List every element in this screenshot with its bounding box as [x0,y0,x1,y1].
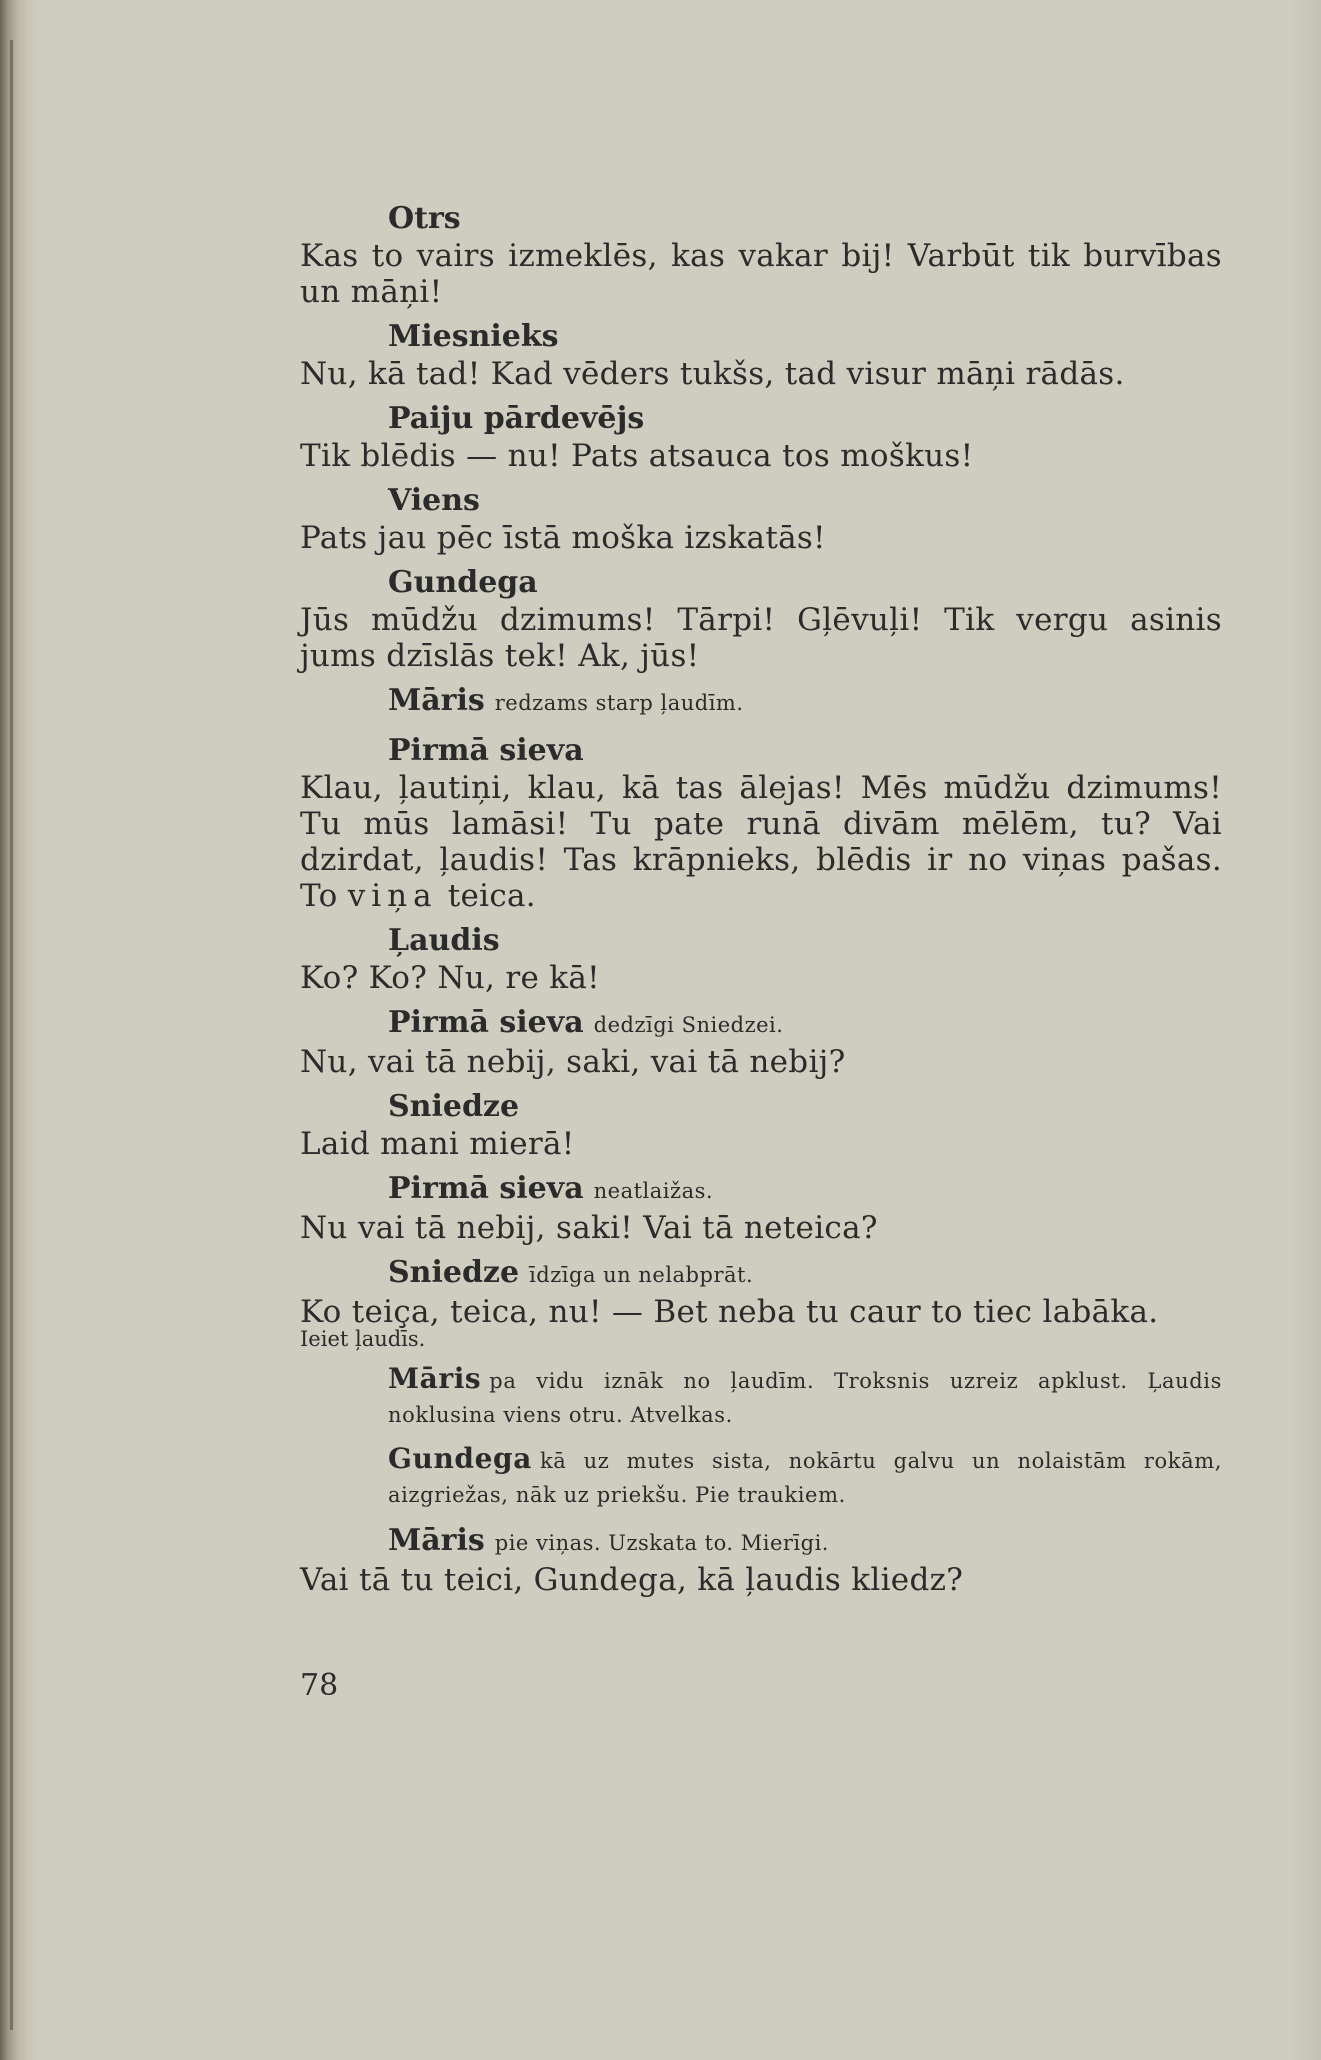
dialogue-text: Klau, ļautiņi, klau, kā tas ālejas! Mēs mūdžu dzimums! Tu mūs lamāsi! Tu pate runā divām mēlēm, tu? Vai dzirdat, ļaudis! Tas krāpnieks, blēdis ir no viņas pašas. To [300,770,1222,914]
dialogue-line: Ko teiça, teica, nu! — Bet neba tu caur to tiec labāka. [300,1294,1159,1330]
speaker-heading [388,682,1222,722]
speaker-name: Māris [388,1362,482,1395]
speaker-heading [388,1170,1222,1210]
speaker-name: Gundega [388,1442,532,1475]
dialogue-text-end: teica. [447,878,536,914]
speaker-heading [388,1004,1222,1044]
speaker-name: Viens [388,483,480,518]
speaker-name: Sniedze [388,1089,520,1124]
dialogue-line: Laid mani mierā! [300,1126,575,1162]
stage-direction: neatlaižas. [593,1179,714,1203]
speaker-name: Pirmā sieva [388,1005,584,1040]
dialogue-line: Nu vai tā nebij, saki! Vai tā neteica? [300,1210,878,1246]
stage-direction: kā uz mutes sista, nokārtu galvu un nolaistām rokām, aizgriežas, nāk uz priekšu. Pie traukiem. [388,1449,1222,1507]
speaker-name: Pirmā sieva [388,1171,584,1206]
stage-direction: dedzīgi Sniedzei. [593,1013,784,1037]
dialogue-line: Nu, vai tā nebij, saki, vai tā nebij? [300,1044,846,1080]
dialogue-line: Nu, kā tad! Kad vēders tukšs, tad visur māņi rādās. [300,356,1125,392]
stage-direction: Ieiet ļaudīs. [300,1327,426,1351]
dialogue-line: Ko? Ko? Nu, re kā! [300,960,600,996]
speaker-name: Paiju pārdevējs [388,401,645,436]
speaker-name: Miesnieks [388,319,559,354]
dialogue-line: Pats jau pēc īstā moška izskatās! [300,520,826,556]
page-binding [0,0,26,2060]
emphasized-word: viņa [347,878,438,914]
dialogue-line: Vai tā tu teici, Gundega, kā ļaudis kliedz? [300,1562,964,1598]
dialogue-line: Tik blēdis — nu! Pats atsauca tos moškus! [300,438,974,474]
speaker-name: Ļaudis [388,923,500,958]
dialogue-line: Jūs mūdžu dzimums! Tārpi! Gļēvuļi! Tik vergu asinis jums dzīslās tek! Ak, jūs! [300,602,1222,674]
stage-direction-block [388,1442,1222,1512]
stage-direction: īdzīga un nelabprāt. [529,1263,754,1287]
speaker-heading [388,1522,1222,1562]
binding-shadow [10,40,13,2030]
stage-direction: pie viņas. Uzskata to. Mierīgi. [494,1531,829,1555]
stage-direction-block [388,1362,1222,1432]
dialogue-line [300,770,1222,914]
play-text [300,200,1222,1606]
dialogue-line: Kas to vairs izmeklēs, kas vakar bij! Varbūt tik burvības un māņi! [300,238,1222,310]
speaker-name: Otrs [388,201,461,236]
speaker-name: Māris [388,683,485,718]
stage-direction: redzams starp ļaudīm. [494,691,744,715]
speaker-name: Pirmā sieva [388,733,584,768]
stage-direction: pa vidu iznāk no ļaudīm. Troksnis uzreiz apklust. Ļaudis noklusina viens otru. Atvelkas. [388,1369,1222,1427]
speaker-heading [388,1254,1222,1294]
speaker-name: Sniedze [388,1255,520,1290]
speaker-name: Gundega [388,565,538,600]
page-number: 78 [300,1668,339,1703]
speaker-name: Māris [388,1523,485,1558]
